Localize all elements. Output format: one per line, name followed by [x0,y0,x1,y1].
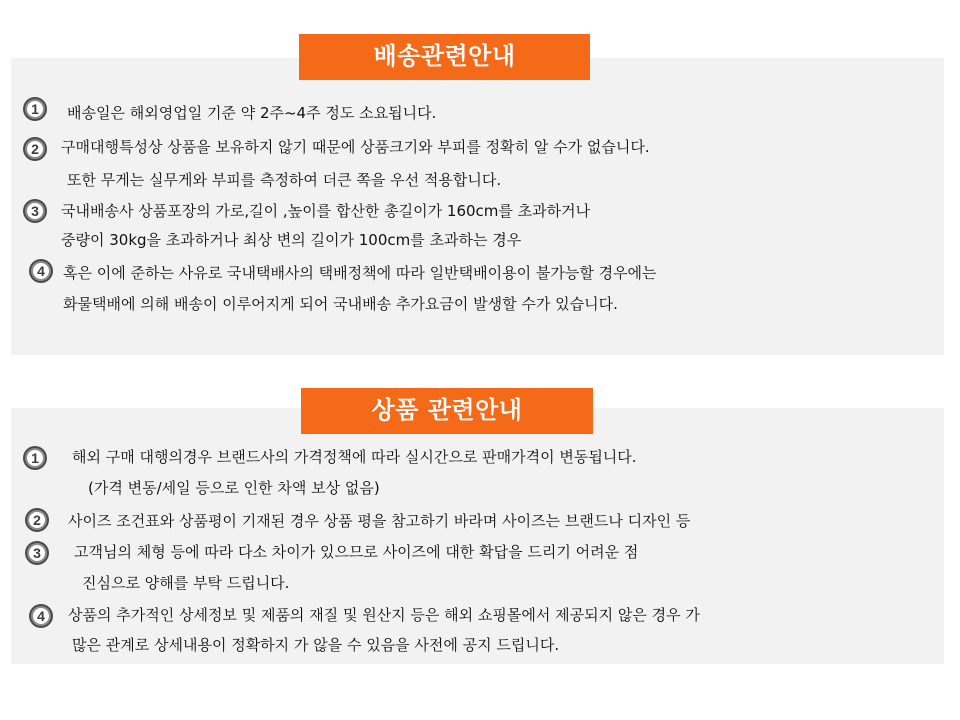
number-3-icon [22,198,48,224]
product-item-2-line-1: 사이즈 조건표와 상품평이 기재된 경우 상품 평을 참고하기 바라며 사이즈는 브랜드나 디자인 등 [68,512,691,530]
shipping-item-3-line-2: 중량이 30kg을 초과하거나 최상 변의 길이가 100cm를 초과하는 경우 [61,231,522,249]
svg-text:2: 2 [33,512,41,528]
product-info-header: 상품 관련안내 [301,388,593,434]
product-item-3-line-1: 고객님의 체형 등에 따라 다소 차이가 있으므로 사이즈에 대한 확답을 드리기 어려운 점 [74,543,639,561]
svg-text:2: 2 [31,141,39,157]
product-item-3-line-2: 진심으로 양해를 부탁 드립니다. [82,574,290,592]
svg-text:1: 1 [31,450,39,466]
number-1-icon [22,96,48,122]
number-2-icon [24,507,50,533]
number-4-icon [28,603,54,629]
number-3-icon [24,540,50,566]
shipping-item-4-line-1: 혹은 이에 준하는 사유로 국내택배사의 택배정책에 따라 일반택배이용이 불가능할 경우에는 [63,264,657,282]
shipping-info-header: 배송관련안내 [299,34,590,80]
product-item-4-line-2: 많은 관계로 상세내용이 정확하지 가 않을 수 있음을 사전에 공지 드립니다. [72,636,560,654]
number-4-icon [28,258,54,284]
svg-text:1: 1 [31,101,39,117]
svg-text:4: 4 [37,608,45,624]
svg-text:4: 4 [37,263,45,279]
shipping-item-4-line-2: 화물택배에 의해 배송이 이루어지게 되어 국내배송 추가요금이 발생할 수가 있습니다. [63,295,618,313]
number-2-icon [22,136,48,162]
shipping-item-1-line-1: 배송일은 해외영업일 기준 약 2주~4주 정도 소요됩니다. [67,104,437,122]
shipping-item-2-line-1: 구매대행특성상 상품을 보유하지 않기 때문에 상품크기와 부피를 정확히 알 수가 없습니다. [61,138,650,156]
product-item-1-line-2: (가격 변동/세일 등으로 인한 차액 보상 없음) [88,479,380,497]
product-item-1-line-1: 해외 구매 대행의경우 브랜드사의 가격정책에 따라 실시간으로 판매가격이 변동됩니다. [72,448,637,466]
product-item-4-line-1: 상품의 추가적인 상세정보 및 제품의 재질 및 원산지 등은 해외 쇼핑몰에서 제공되지 않은 경우 가 [68,606,700,624]
shipping-item-3-line-1: 국내배송사 상품포장의 가로,길이 ,높이를 합산한 총길이가 160cm를 초과하거나 [61,202,591,220]
svg-text:3: 3 [31,203,39,219]
shipping-item-2-line-2: 또한 무게는 실무게와 부피를 측정하여 더큰 쪽을 우선 적용합니다. [67,171,502,189]
number-1-icon [22,445,48,471]
svg-text:3: 3 [33,545,41,561]
